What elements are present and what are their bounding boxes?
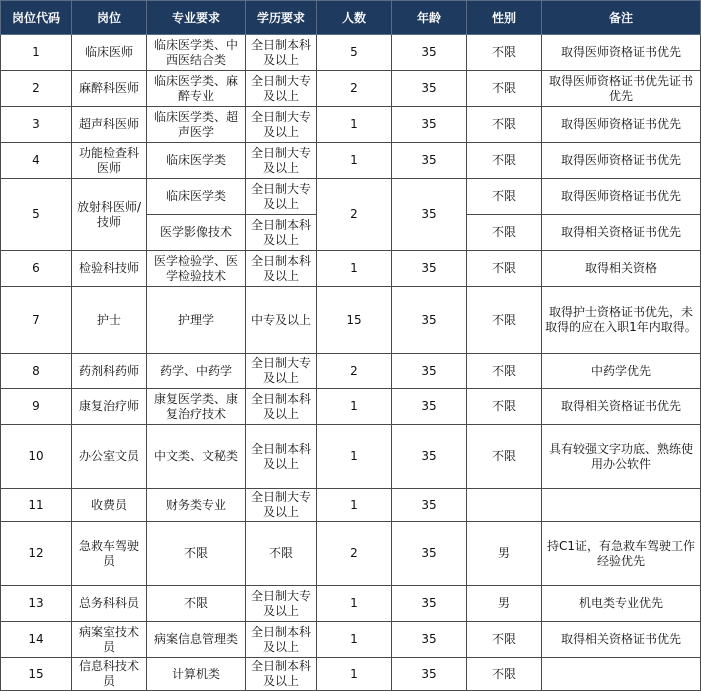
cell-major: 医学影像技术: [147, 215, 246, 251]
header-age: 年龄: [392, 1, 467, 35]
table-row: [1, 251, 701, 287]
cell-code: 12: [1, 522, 72, 586]
cell-age: 35: [392, 522, 467, 586]
cell-age: 35: [392, 425, 467, 489]
cell-edu: 全日制大专及以上: [246, 354, 317, 389]
cell-count: 2: [317, 179, 392, 251]
cell-age: 35: [392, 389, 467, 425]
cell-code: 1: [1, 35, 72, 71]
cell-note: 取得护士资格证书优先，未取得的应在入职1年内取得。: [542, 287, 701, 354]
cell-major: 不限: [147, 522, 246, 586]
cell-post: 收费员: [72, 489, 147, 522]
table-row: [1, 179, 701, 215]
header-post: 岗位: [72, 1, 147, 35]
cell-gender: 不限: [467, 143, 542, 179]
cell-post: 办公室文员: [72, 425, 147, 489]
cell-code: 2: [1, 71, 72, 107]
cell-edu: 中专及以上: [246, 287, 317, 354]
cell-gender: 不限: [467, 622, 542, 658]
cell-count: 1: [317, 658, 392, 691]
cell-major: 病案信息管理类: [147, 622, 246, 658]
cell-note: 持C1证，有急救车驾驶工作经验优先: [542, 522, 701, 586]
cell-code: 15: [1, 658, 72, 691]
cell-count: 2: [317, 522, 392, 586]
cell-code: 10: [1, 425, 72, 489]
cell-code: 7: [1, 287, 72, 354]
cell-gender: 不限: [467, 71, 542, 107]
cell-major: 康复医学类、康复治疗技术: [147, 389, 246, 425]
cell-post: 超声科医师: [72, 107, 147, 143]
cell-post: 检验科技师: [72, 251, 147, 287]
cell-edu: 全日制大专及以上: [246, 179, 317, 215]
cell-code: 4: [1, 143, 72, 179]
table-row: [1, 143, 701, 179]
cell-age: 35: [392, 107, 467, 143]
header-edu: 学历要求: [246, 1, 317, 35]
cell-major: 临床医学类、超声医学: [147, 107, 246, 143]
cell-count: 1: [317, 251, 392, 287]
table-header-row: [1, 1, 701, 35]
cell-age: 35: [392, 143, 467, 179]
cell-edu: 全日制本科及以上: [246, 215, 317, 251]
cell-age: 35: [392, 658, 467, 691]
cell-gender: 男: [467, 586, 542, 622]
cell-code: 11: [1, 489, 72, 522]
cell-note: 中药学优先: [542, 354, 701, 389]
cell-edu: 全日制本科及以上: [246, 251, 317, 287]
cell-post: 康复治疗师: [72, 389, 147, 425]
cell-count: 1: [317, 389, 392, 425]
header-gender: 性别: [467, 1, 542, 35]
cell-major: 临床医学类、中西医结合类: [147, 35, 246, 71]
header-count: 人数: [317, 1, 392, 35]
cell-note: 取得医师资格证书优先: [542, 35, 701, 71]
header-note: 备注: [542, 1, 701, 35]
cell-gender: 不限: [467, 35, 542, 71]
cell-post: 病案室技术员: [72, 622, 147, 658]
cell-note: 取得相关资格证书优先: [542, 622, 701, 658]
cell-edu: 全日制本科及以上: [246, 658, 317, 691]
cell-gender: 不限: [467, 215, 542, 251]
cell-post: 药剂科药师: [72, 354, 147, 389]
cell-post: 护士: [72, 287, 147, 354]
cell-gender: 不限: [467, 425, 542, 489]
cell-gender: 不限: [467, 389, 542, 425]
cell-count: 1: [317, 586, 392, 622]
cell-note: 取得相关资格证书优先: [542, 389, 701, 425]
cell-major: 中文类、文秘类: [147, 425, 246, 489]
cell-edu: 全日制本科及以上: [246, 389, 317, 425]
cell-post: 临床医师: [72, 35, 147, 71]
cell-age: 35: [392, 251, 467, 287]
cell-post: 放射科医师/技师: [72, 179, 147, 251]
table-row: [1, 622, 701, 658]
cell-post: 急救车驾驶员: [72, 522, 147, 586]
table-row: [1, 425, 701, 489]
cell-age: 35: [392, 35, 467, 71]
cell-note: [542, 489, 701, 522]
cell-post: 总务科科员: [72, 586, 147, 622]
cell-major: 不限: [147, 586, 246, 622]
table-row: [1, 35, 701, 71]
cell-code: 3: [1, 107, 72, 143]
cell-code: 14: [1, 622, 72, 658]
cell-gender: [467, 489, 542, 522]
cell-code: 5: [1, 179, 72, 251]
cell-code: 8: [1, 354, 72, 389]
cell-major: 计算机类: [147, 658, 246, 691]
cell-edu: 全日制本科及以上: [246, 622, 317, 658]
cell-note: 取得相关资格: [542, 251, 701, 287]
cell-major: 医学检验学、医学检验技术: [147, 251, 246, 287]
cell-edu: 不限: [246, 522, 317, 586]
cell-count: 1: [317, 489, 392, 522]
cell-gender: 不限: [467, 107, 542, 143]
cell-note: 取得相关资格证书优先: [542, 215, 701, 251]
cell-count: 2: [317, 354, 392, 389]
cell-gender: 不限: [467, 658, 542, 691]
cell-code: 9: [1, 389, 72, 425]
cell-gender: 男: [467, 522, 542, 586]
cell-note: 取得医师资格证书优先: [542, 107, 701, 143]
table-row: [1, 354, 701, 389]
cell-major: 护理学: [147, 287, 246, 354]
cell-count: 2: [317, 71, 392, 107]
table-row: [1, 71, 701, 107]
cell-major: 临床医学类、麻醉专业: [147, 71, 246, 107]
cell-count: 1: [317, 622, 392, 658]
cell-note: 机电类专业优先: [542, 586, 701, 622]
cell-note: 取得医师资格证书优先: [542, 143, 701, 179]
cell-edu: 全日制大专及以上: [246, 489, 317, 522]
cell-code: 13: [1, 586, 72, 622]
cell-edu: 全日制大专及以上: [246, 586, 317, 622]
header-code: 岗位代码: [1, 1, 72, 35]
table-row: [1, 287, 701, 354]
cell-post: 功能检查科医师: [72, 143, 147, 179]
cell-count: 15: [317, 287, 392, 354]
cell-age: 35: [392, 586, 467, 622]
table-row: [1, 389, 701, 425]
cell-count: 1: [317, 143, 392, 179]
cell-age: 35: [392, 179, 467, 251]
cell-count: 1: [317, 425, 392, 489]
cell-post: 信息科技术员: [72, 658, 147, 691]
table-row: [1, 522, 701, 586]
cell-note: 具有较强文字功底、熟练使用办公软件: [542, 425, 701, 489]
cell-edu: 全日制大专及以上: [246, 107, 317, 143]
cell-major: 财务类专业: [147, 489, 246, 522]
cell-gender: 不限: [467, 287, 542, 354]
cell-gender: 不限: [467, 354, 542, 389]
cell-post: 麻醉科医师: [72, 71, 147, 107]
cell-note: 取得医师资格证书优先: [542, 179, 701, 215]
cell-edu: 全日制本科及以上: [246, 425, 317, 489]
cell-gender: 不限: [467, 251, 542, 287]
header-major: 专业要求: [147, 1, 246, 35]
cell-major: 药学、中药学: [147, 354, 246, 389]
cell-count: 1: [317, 107, 392, 143]
cell-age: 35: [392, 622, 467, 658]
cell-code: 6: [1, 251, 72, 287]
table-row: [1, 107, 701, 143]
cell-edu: 全日制大专及以上: [246, 71, 317, 107]
cell-major: 临床医学类: [147, 179, 246, 215]
cell-edu: 全日制本科及以上: [246, 35, 317, 71]
cell-age: 35: [392, 71, 467, 107]
table-row: [1, 586, 701, 622]
table-row: [1, 489, 701, 522]
cell-note: 取得医师资格证书优先证书优先: [542, 71, 701, 107]
cell-count: 5: [317, 35, 392, 71]
cell-edu: 全日制大专及以上: [246, 143, 317, 179]
cell-gender: 不限: [467, 179, 542, 215]
cell-age: 35: [392, 287, 467, 354]
cell-major: 临床医学类: [147, 143, 246, 179]
cell-age: 35: [392, 489, 467, 522]
cell-age: 35: [392, 354, 467, 389]
